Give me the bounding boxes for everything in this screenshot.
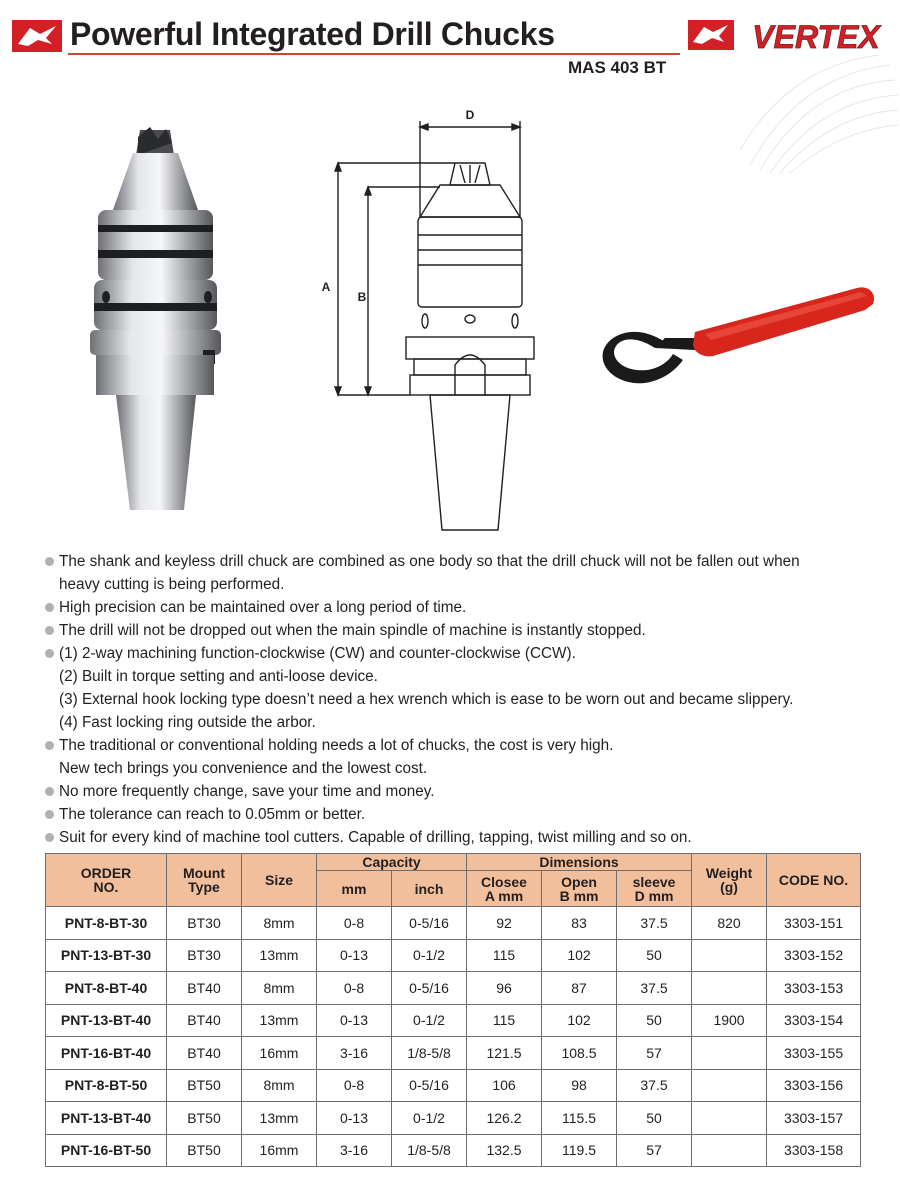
table-row: PNT-8-BT-50 BT50 8mm 0-8 0-5/16 106 98 37.5 3303-156 xyxy=(46,1069,861,1102)
feature-item: The drill will not be dropped out when the main spindle of machine is instantly stopped. xyxy=(44,619,894,642)
table-row: PNT-8-BT-30 BT30 8mm 0-8 0-5/16 92 83 37.5 820 3303-151 xyxy=(46,907,861,940)
feature-item: The shank and keyless drill chuck are combined as one body so that the drill chuck will not be fallen out when heavy cutting is being performed. xyxy=(44,550,894,596)
col-capacity-mm: mm xyxy=(317,871,392,907)
vertex-logo-icon xyxy=(688,16,896,56)
page-title: Powerful Integrated Drill Chucks xyxy=(70,16,555,52)
vertex-brand xyxy=(688,16,896,56)
feature-item: No more frequently change, save your time and money. xyxy=(44,780,894,803)
title-underline xyxy=(68,53,680,55)
bullet-dot-icon xyxy=(45,603,54,612)
feature-item: High precision can be maintained over a long period of time. xyxy=(44,596,894,619)
feature-list xyxy=(44,550,894,849)
feature-item: The traditional or conventional holding needs a lot of chucks, the cost is very high. New tech brings you convenience and the lowest cost. xyxy=(44,734,894,780)
bullet-dot-icon xyxy=(45,787,54,796)
bullet-dot-icon xyxy=(45,810,54,819)
label-b: B xyxy=(357,290,367,304)
table-row: PNT-13-BT-30 BT30 13mm 0-13 0-1/2 115 102 50 3303-152 xyxy=(46,939,861,972)
hook-wrench-icon xyxy=(595,280,880,405)
col-size: Size xyxy=(242,854,317,907)
col-capacity: Capacity xyxy=(317,854,467,871)
col-weight: Weight (g) xyxy=(692,854,767,907)
col-closee: Closee A mm xyxy=(467,871,542,907)
table-row: PNT-16-BT-50 BT50 16mm 3-16 1/8-5/8 132.5 119.5 57 3303-158 xyxy=(46,1134,861,1167)
feature-item: The tolerance can reach to 0.05mm or better. xyxy=(44,803,894,826)
feature-item: (1) 2-way machining function-clockwise (CW) and counter-clockwise (CCW). (2) Built in torque setting and anti-loose device. (3) External hook locking type doesn’t need a hex wrench which is ease to be worn out and became slippery. (4) Fast locking ring outside the arbor. xyxy=(44,642,894,734)
dimension-diagram xyxy=(310,105,550,540)
col-sleeve: sleeve D mm xyxy=(617,871,692,907)
background-swirl-icon xyxy=(740,55,900,175)
feature-item: Suit for every kind of machine tool cutters. Capable of drilling, tapping, twist milling and so on. xyxy=(44,826,894,849)
bullet-dot-icon xyxy=(45,741,54,750)
table-row: PNT-8-BT-40 BT40 8mm 0-8 0-5/16 96 87 37.5 3303-153 xyxy=(46,972,861,1005)
col-dimensions: Dimensions xyxy=(467,854,692,871)
brand-name: VERTEX xyxy=(752,19,880,55)
brand-logo-icon xyxy=(12,20,62,52)
col-mount-type: Mount Type xyxy=(167,854,242,907)
label-d: D xyxy=(465,108,475,122)
table-row: PNT-13-BT-40 BT40 13mm 0-13 0-1/2 115 102 50 1900 3303-154 xyxy=(46,1004,861,1037)
bullet-dot-icon xyxy=(45,649,54,658)
bullet-dot-icon xyxy=(45,626,54,635)
col-open: Open B mm xyxy=(542,871,617,907)
col-order-no: ORDER NO. xyxy=(46,854,167,907)
bullet-dot-icon xyxy=(45,557,54,566)
standard-subtitle: MAS 403 BT xyxy=(568,58,667,77)
col-capacity-inch: inch xyxy=(392,871,467,907)
bullet-dot-icon xyxy=(45,833,54,842)
spec-table xyxy=(45,853,861,1167)
table-row: PNT-13-BT-40 BT50 13mm 0-13 0-1/2 126.2 115.5 50 3303-157 xyxy=(46,1102,861,1135)
col-code-no: CODE NO. xyxy=(767,854,861,907)
drill-chuck-photo xyxy=(78,125,233,520)
label-a: A xyxy=(321,280,331,294)
table-row: PNT-16-BT-40 BT40 16mm 3-16 1/8-5/8 121.5 108.5 57 3303-155 xyxy=(46,1037,861,1070)
